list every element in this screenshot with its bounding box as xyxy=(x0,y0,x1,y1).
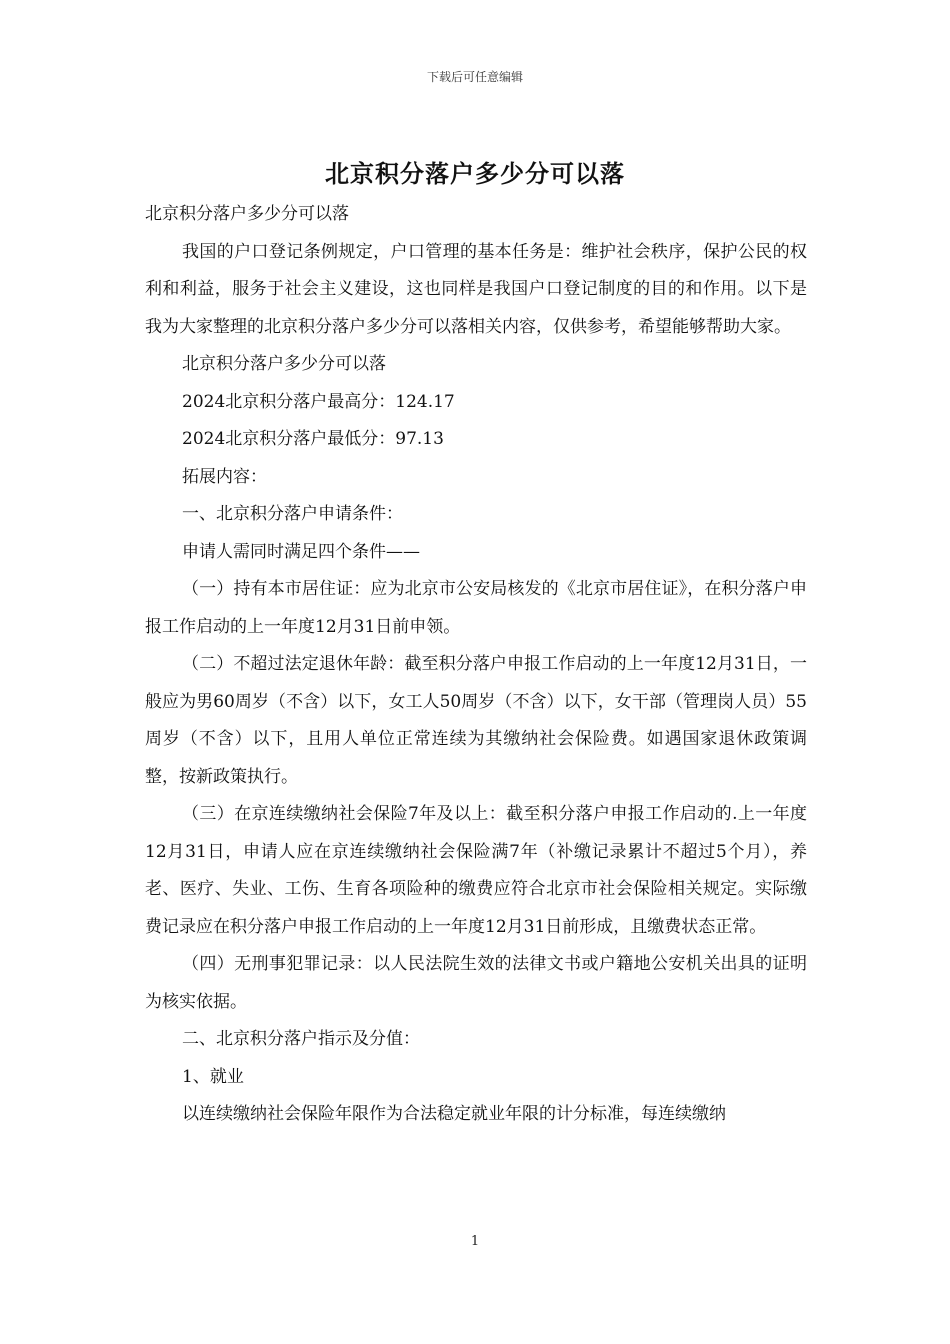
condition-three: （三）在京连续缴纳社会保险7年及以上：截至积分落户申报工作启动的.上一年度12月31日，申请人应在京连续缴纳社会保险满7年（补缴记录累计不超过5个月），养老、医疗、失业、工伤、生育各项险种的缴费应符合北京市社会保险相关规定。实际缴费记录应在积分落户申报工作启动的上一年度12月31日前形成，且缴费状态正常。 xyxy=(145,804,807,937)
paragraph-employment: 以连续缴纳社会保险年限作为合法稳定就业年限的计分标准，每连续缴纳 xyxy=(182,1104,726,1124)
condition-two: （二）不超过法定退休年龄：截至积分落户申报工作启动的上一年度12月31日，一般应为男60周岁（不含）以下，女工人50周岁（不含）以下，女干部（管理岗人员）55周岁（不含）以下，且用人单位正常连续为其缴纳社会保险费。如遇国家退休政策调整，按新政策执行。 xyxy=(145,654,807,787)
paragraph-min-score: 2024北京积分落户最低分：97.13 xyxy=(182,429,444,449)
paragraph-max-score: 2024北京积分落户最高分：124.17 xyxy=(182,391,455,412)
paragraph-extended: 拓展内容： xyxy=(182,466,267,487)
paragraph-intro: 我国的户口登记条例规定，户口管理的基本任务是：维护社会秩序，保护公民的权利和利益，服务于社会主义建设，这也同样是我国户口登记制度的目的和作用。以下是我为大家整理的北京积分落户多少分可以落相关内容，仅供参考，希望能够帮助大家。 xyxy=(145,241,807,337)
condition-one: （一）持有本市居住证：应为北京市公安局核发的《北京市居住证》，在积分落户申报工作启动的上一年度12月31日前申领。 xyxy=(145,579,807,637)
condition-four: （四）无刑事犯罪记录：以人民法院生效的法律文书或户籍地公安机关出具的证明为核实依据。 xyxy=(145,954,807,1012)
subheading-employment: 1、就业 xyxy=(182,1066,244,1087)
paragraph-heading: 北京积分落户多少分可以落 xyxy=(182,354,386,374)
document-title: 北京积分落户多少分可以落 xyxy=(325,159,625,188)
paragraph-conditions-intro: 申请人需同时满足四个条件—— xyxy=(182,541,420,562)
section-heading-conditions: 一、北京积分落户申请条件： xyxy=(182,504,403,524)
document-body xyxy=(145,196,807,1134)
section-heading-indicators: 二、北京积分落户指示及分值： xyxy=(182,1029,420,1049)
paragraph-subtitle: 北京积分落户多少分可以落 xyxy=(145,204,349,224)
page-number: 1 xyxy=(470,1234,480,1249)
header-note: 下载后可任意编辑 xyxy=(426,70,523,84)
